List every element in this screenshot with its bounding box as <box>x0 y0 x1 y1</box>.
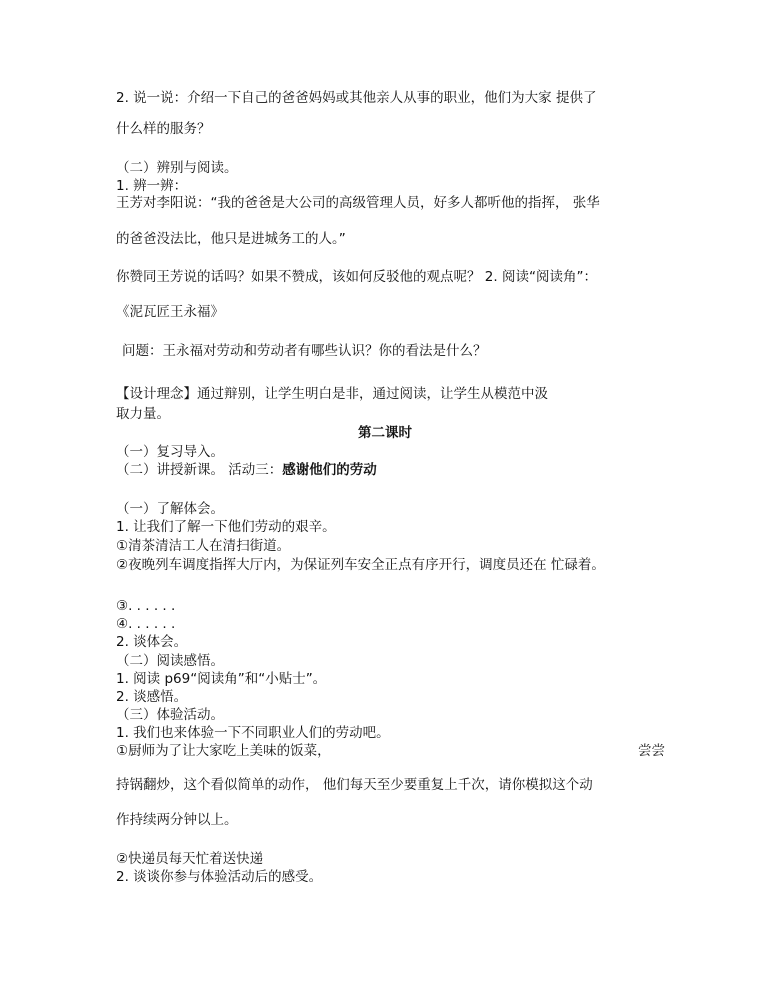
text-line: 你赞同王芳说的话吗？如果不赞成，该如何反驳他的观点呢？ 2. 阅读“阅读角”： <box>116 269 597 285</box>
text-line: ②快递员每天忙着送快递 <box>116 851 264 867</box>
lesson-title: 第二课时 <box>358 425 412 441</box>
text-line: 的爸爸没法比，他只是进城务工的人。” <box>116 231 346 247</box>
text-line: （三）体验活动。 <box>116 707 224 723</box>
text-line: ②夜晚列车调度指挥大厅内，为保证列车安全正点有序开行，调度员还在 忙碌着。 <box>116 557 605 573</box>
text-line: 《泥瓦匠王永福》 <box>116 304 224 320</box>
text-line: 作持续两分钟以上。 <box>116 812 238 828</box>
text-line: 2. 谈感悟。 <box>116 689 188 705</box>
text-segment: （二）讲授新课。 活动三： <box>116 462 283 478</box>
text-line: （一）复习导入。 <box>116 444 224 460</box>
text-line: （二）阅读感悟。 <box>116 653 224 669</box>
text-line: 1. 我们也来体验一下不同职业人们的劳动吧。 <box>116 725 390 741</box>
question-line: 问题：王永福对劳动和劳动者有哪些认识？你的看法是什么？ <box>122 343 487 359</box>
text-line <box>116 461 377 479</box>
text-line: ④. . . . . . <box>116 616 176 632</box>
text-line: 2. 谈谈你参与体验活动后的感受。 <box>116 869 323 885</box>
text-line: 取力量。 <box>116 406 170 422</box>
text-line: 什么样的服务？ <box>116 121 211 137</box>
text-line: 1. 让我们了解一下他们劳动的艰辛。 <box>116 519 336 535</box>
text-line: （一）了解体会。 <box>116 501 224 517</box>
text-line: 持锅翻炒，这个看似简单的动作， 他们每天至少要重复上千次，请你模拟这个动 <box>116 777 593 793</box>
text-segment: 尝尝 <box>638 743 665 759</box>
text-line: 1. 辨一辨： <box>116 178 188 194</box>
section-heading: （二）辨别与阅读。 <box>116 160 238 176</box>
text-line: 王芳对李阳说：“我的爸爸是大公司的高级管理人员，好多人都听他的指挥， 张华 <box>116 195 600 211</box>
activity-title: 感谢他们的劳动 <box>282 462 377 478</box>
text-line: ③. . . . . . <box>116 598 176 614</box>
text-line: 1. 阅读 p69“阅读角”和“小贴士”。 <box>116 671 327 687</box>
design-concept-line: 【设计理念】通过辩别，让学生明白是非，通过阅读，让学生从模范中汲 <box>116 386 548 402</box>
text-line: 2. 说一说：介绍一下自己的爸爸妈妈或其他亲人从事的职业，他们为大家 提供了 <box>116 90 597 106</box>
text-line: 2. 谈体会。 <box>116 634 188 650</box>
text-line: ①厨师为了让大家吃上美味的饭菜， <box>116 743 331 759</box>
text-line: ①清茶清洁工人在清扫街道。 <box>116 538 291 554</box>
